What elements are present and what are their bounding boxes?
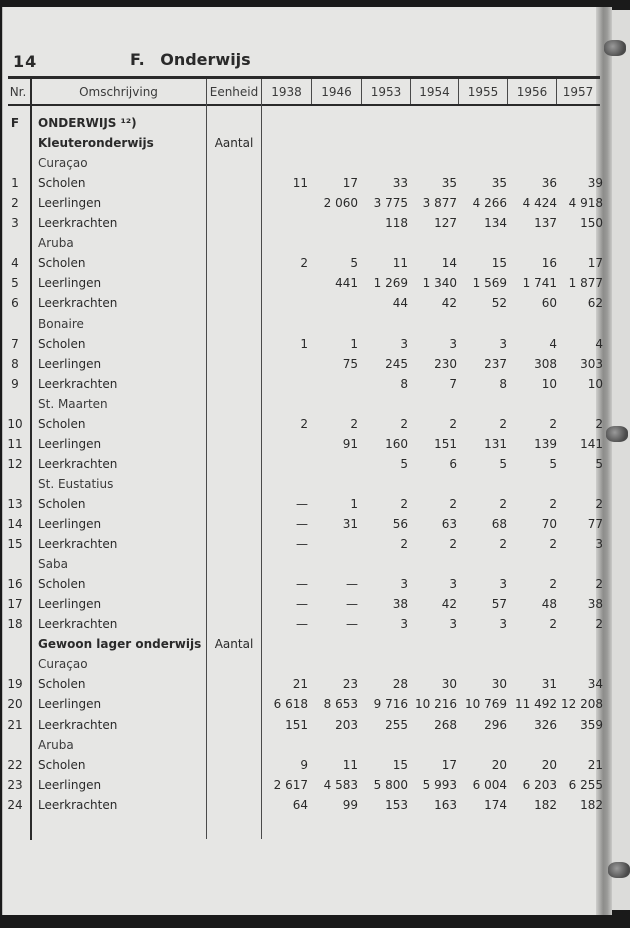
table-row [0,795,603,815]
cell-1953: 5 [400,456,408,471]
cell-1953: 9 716 [373,697,408,712]
table-row [0,394,600,414]
cell-1955: 1 569 [472,276,507,291]
cell-1938: 151 [285,717,308,732]
row-description: Aruba [38,737,74,752]
table-row [0,534,603,554]
cell-1954: 3 [449,336,457,351]
cell-1956: 10 [541,376,557,391]
row-number: 17 [7,597,23,612]
cell-1957: 303 [580,356,603,371]
cell-1946: 75 [342,356,358,371]
row-number: 20 [7,697,23,712]
cell-1954: 17 [441,757,457,772]
cell-1946: 31 [342,517,358,531]
table-row [0,253,603,273]
row-number: 22 [7,757,23,772]
header-year-1938: 1938 [271,85,302,99]
table-row [0,735,600,755]
cell-1956: 137 [534,216,557,231]
cell-1938: 2 617 [273,777,308,792]
cell-1954: 2 [449,496,457,511]
cell-1953: 3 [400,617,408,632]
table-row [0,454,603,474]
row-description: Leerkrachten [38,717,118,732]
cell-1946: 91 [342,436,358,451]
header-year-1954: 1954 [419,85,450,99]
header-year-1956: 1956 [516,85,548,99]
cell-1957: 10 [587,376,603,391]
row-description: Scholen [38,577,86,592]
row-description: Scholen [38,336,86,351]
row-description: St. Maarten [38,396,108,411]
header-bottom-rule [8,104,600,106]
table-row [0,173,603,193]
row-description: Leerlingen [38,276,102,291]
cell-1946: 17 [342,176,358,191]
table-row [0,293,603,313]
binding-clip-icon [606,426,628,442]
cell-1946: 1 [350,336,358,351]
cell-1955: 4 266 [472,196,507,211]
cell-1956: 1 741 [522,276,557,291]
cell-1946: 23 [342,677,358,692]
row-description: Scholen [38,677,86,692]
section-title: F. Onderwijs [130,50,251,69]
row-description: Kleuteronderwijs [38,136,154,151]
cell-1955: 57 [491,597,507,612]
row-description: Bonaire [38,316,84,331]
cell-1956: 6 203 [522,777,557,792]
cell-1938: 11 [292,176,308,191]
cell-1955: 68 [491,517,507,531]
row-description: Gewoon lager onderwijs [38,637,202,652]
table-row [0,374,603,394]
row-description: Curaçao [38,156,88,171]
cell-1957: 2 [595,496,603,511]
cell-1954: 230 [434,356,457,371]
row-description: Leerkrachten [38,456,118,471]
row-number: 7 [11,336,19,351]
cell-1954: 127 [434,216,457,231]
table-row [0,694,603,714]
cell-1938: — [296,496,308,511]
table-row [0,514,603,534]
cell-1953: 33 [392,176,408,191]
cell-1957: 182 [580,797,603,812]
row-number: 19 [7,677,23,692]
row-unit: Aantal [214,136,254,151]
row-description: Leerlingen [38,196,102,211]
cell-1938: — [296,617,308,632]
row-description: Scholen [38,256,86,271]
cell-1955: 5 [499,456,507,471]
cell-1955: 6 004 [472,777,507,792]
header-nr: Nr. [9,85,27,99]
cell-1954: 1 340 [422,276,457,291]
cell-1955: 2 [499,416,507,431]
cell-1953: 1 269 [373,276,408,291]
cell-1955: 15 [491,256,507,271]
cell-1946: 99 [342,797,358,812]
cell-1956: 2 [549,577,557,592]
cell-1956: 4 [549,336,557,351]
cell-1957: 39 [587,176,603,191]
table-row [0,614,603,634]
cell-1955: 296 [484,717,507,732]
row-number: 10 [7,416,23,431]
cell-1953: 3 [400,577,408,592]
table-row [0,494,603,514]
cell-1957: 2 [595,416,603,431]
cell-1956: 60 [541,296,557,311]
cell-1954: 163 [434,797,457,812]
header-top-rule [8,76,600,79]
cell-1946: 4 583 [323,777,358,792]
row-number: 16 [7,577,23,592]
row-description: Leerlingen [38,597,102,612]
row-description: Leerlingen [38,356,102,371]
cell-1953: 2 [400,496,408,511]
row-unit: Aantal [214,637,254,652]
cell-1955: 10 769 [465,697,507,712]
cell-1946: — [346,597,358,612]
row-description: Leerlingen [38,436,102,451]
header-year-1955: 1955 [467,85,499,99]
cell-1956: 326 [534,717,557,732]
cell-1946: 203 [335,717,358,732]
row-number: 14 [7,517,23,531]
cell-1957: 77 [587,517,603,531]
cell-1953: 44 [392,296,408,311]
cell-1946: 2 [350,416,358,431]
table-row [0,775,603,795]
row-number: 21 [7,717,23,732]
cell-1955: 2 [499,537,507,552]
row-number: 6 [11,296,19,311]
cell-1955: 8 [499,376,507,391]
row-number: 1 [11,176,19,191]
cell-1954: 35 [441,176,457,191]
binding-clip-icon [608,862,630,878]
cell-1955: 174 [484,797,507,812]
row-number: 23 [7,777,23,792]
table-row [0,755,603,775]
row-number: 2 [11,196,19,211]
cell-1953: 5 800 [373,777,408,792]
row-number: 12 [7,456,23,471]
cell-1957: 62 [587,296,603,311]
row-description: ONDERWIJS ¹²) [38,116,137,130]
cell-1954: 151 [434,436,457,451]
cell-1953: 245 [385,356,408,371]
row-number: 5 [11,276,19,291]
cell-1956: 2 [549,537,557,552]
cell-1938: 2 [300,256,308,271]
table-row [0,314,600,334]
cell-1955: 52 [491,296,507,311]
cell-1946: 5 [350,256,358,271]
cell-1953: 153 [385,797,408,812]
cell-1955: 2 [499,496,507,511]
row-number: 8 [11,356,19,371]
cell-1956: 4 424 [522,196,557,211]
cell-1954: 30 [441,677,457,692]
cell-1938: 1 [300,336,308,351]
page-number: 14 [13,52,38,71]
row-number: 11 [7,436,23,451]
cell-1955: 30 [491,677,507,692]
table-row [0,233,600,253]
binding-clip-icon [604,40,626,56]
cell-1957: 3 [595,537,603,552]
cell-1957: 34 [587,677,603,692]
cell-1956: 31 [541,677,557,692]
cell-1956: 16 [541,256,557,271]
table-row [0,213,603,233]
row-description: Leerkrachten [38,376,118,391]
cell-1957: 2 [595,617,603,632]
cell-1953: 11 [392,256,408,271]
header-year-1946: 1946 [321,85,352,99]
table-row [0,354,603,374]
cell-1938: 64 [292,797,308,812]
table-row [0,474,600,494]
row-number: 4 [11,256,19,271]
row-description: Leerlingen [38,517,102,531]
cell-1957: 1 877 [568,276,603,291]
table-row [0,334,603,354]
table-row [0,414,603,434]
cell-1953: 2 [400,416,408,431]
cell-1954: 3 877 [422,196,457,211]
table-row [0,434,603,454]
cell-1954: 10 216 [415,697,457,712]
cell-1954: 3 [449,577,457,592]
cell-1938: 9 [300,757,308,772]
cell-1946: 441 [335,276,358,291]
cell-1938: 6 618 [273,697,308,712]
cell-1954: 268 [434,717,457,732]
cell-1957: 17 [587,256,603,271]
cell-1946: 8 653 [323,697,358,712]
cell-1956: 36 [541,176,557,191]
row-description: St. Eustatius [38,476,114,491]
cell-1957: 2 [595,577,603,592]
cell-1954: 2 [449,416,457,431]
row-description: Scholen [38,757,86,772]
cell-1953: 160 [385,436,408,451]
cell-1938: — [296,517,308,531]
row-number: 18 [7,617,23,632]
cell-1956: 139 [534,436,557,451]
cell-1953: 3 775 [373,196,408,211]
cell-1956: 308 [534,356,557,371]
cell-1953: 28 [392,677,408,692]
cell-1956: 70 [541,517,557,531]
header-year-1953: 1953 [370,85,402,99]
cell-1957: 4 918 [568,196,603,211]
cell-1938: 21 [292,677,308,692]
cell-1946: 1 [350,496,358,511]
cell-1938: 2 [300,416,308,431]
cell-1957: 141 [580,436,603,451]
cell-1957: 38 [587,597,603,612]
cell-1954: 6 [449,456,457,471]
row-description: Curaçao [38,657,88,672]
cell-1957: 150 [580,216,603,231]
header-year-1957: 1957 [562,85,594,99]
row-description: Leerlingen [38,697,102,712]
cell-1957: 4 [595,336,603,351]
cell-1953: 15 [392,757,408,772]
cell-1954: 7 [449,376,457,391]
cell-1938: — [296,597,308,612]
table-row [0,594,603,614]
table-row [0,133,600,153]
cell-1954: 63 [441,517,457,531]
table-row [0,113,600,133]
row-number: 9 [11,376,19,391]
cell-1957: 6 255 [568,777,603,792]
cell-1946: — [346,617,358,632]
cell-1954: 5 993 [422,777,457,792]
row-number: 24 [7,797,23,812]
row-number: 15 [7,537,23,552]
row-description: Leerlingen [38,777,102,792]
cell-1954: 2 [449,537,457,552]
cell-1953: 56 [392,517,408,531]
row-description: Leerkrachten [38,537,118,552]
cell-1946: 2 060 [323,196,358,211]
cell-1955: 131 [484,436,507,451]
cell-1955: 237 [484,356,507,371]
cell-1953: 38 [392,597,408,612]
cell-1946: 11 [342,757,358,772]
row-description: Scholen [38,496,86,511]
cell-1957: 5 [595,456,603,471]
header-unit: Eenheid [209,85,259,99]
table-row [0,554,600,574]
cell-1956: 2 [549,416,557,431]
cell-1955: 3 [499,336,507,351]
cell-1954: 42 [441,597,457,612]
row-number: 3 [11,216,19,231]
row-description: Leerkrachten [38,216,118,231]
cell-1955: 134 [484,216,507,231]
row-number: 13 [7,496,23,511]
row-description: Scholen [38,416,86,431]
cell-1956: 2 [549,496,557,511]
cell-1953: 3 [400,336,408,351]
cell-1954: 14 [441,256,457,271]
table-row [0,153,600,173]
row-description: Saba [38,557,68,572]
cell-1954: 3 [449,617,457,632]
cell-1953: 118 [385,216,408,231]
cell-1957: 359 [580,717,603,732]
table-row [0,574,603,594]
facing-page-edge [612,10,630,910]
row-description: Aruba [38,236,74,251]
cell-1953: 8 [400,376,408,391]
cell-1938: — [296,537,308,552]
table-row [0,193,603,213]
cell-1956: 48 [541,597,557,612]
row-description: Leerkrachten [38,617,118,632]
cell-1954: 42 [441,296,457,311]
cell-1953: 2 [400,537,408,552]
header-description: Omschrijving [79,85,158,99]
cell-1946: — [346,577,358,592]
cell-1955: 35 [491,176,507,191]
cell-1953: 255 [385,717,408,732]
cell-1957: 21 [587,757,603,772]
table-row [0,654,600,674]
cell-1955: 20 [491,757,507,772]
cell-1957: 12 208 [561,697,603,712]
row-description: Leerkrachten [38,797,118,812]
cell-1938: — [296,577,308,592]
cell-1956: 11 492 [515,697,557,712]
cell-1956: 5 [549,456,557,471]
cell-1956: 20 [541,757,557,772]
row-number: F [10,116,20,130]
table-row [0,715,603,735]
table-row [0,674,603,694]
row-description: Leerkrachten [38,296,118,311]
cell-1955: 3 [499,617,507,632]
table-row [0,273,603,293]
cell-1956: 182 [534,797,557,812]
cell-1955: 3 [499,577,507,592]
table-row [0,634,600,654]
row-description: Scholen [38,176,86,191]
cell-1956: 2 [549,617,557,632]
